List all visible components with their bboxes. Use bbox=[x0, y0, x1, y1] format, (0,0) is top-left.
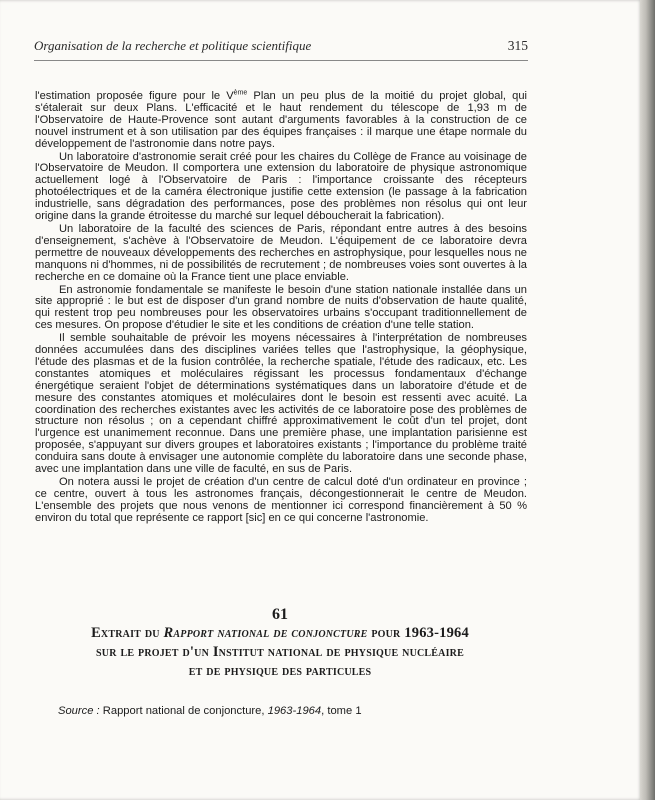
paragraph: En astronomie fondamentale se manifeste le besoin d'une station nationale installée dans un site approprié : le but est de disposer d'un grand nombre de nuits d'observation de haute qualité, qui restent trop peu nombreuses pour les observatoires urbains s'occupant traditionnellement de ces mesures. On propose d'étudier le site et les conditions de création d'une telle station. bbox=[35, 283, 527, 332]
paragraph: Un laboratoire d'astronomie serait créé pour les chaires du Collège de France au voisinage de l'Observatoire de Meudon. Il comportera une extension du laboratoire de physique astronomique actuellement logé à l'Observatoire de Paris : l'importance croissante des récepteurs photoélectriques et de la caméra électronique justifie cette extension (le passage à la fabrication industrielle, sans dégradation des performances, pose des problèmes non résolus qui ont leur origine dans la grande étroitesse du marché sur lequel déboucherait la fabrication). bbox=[35, 150, 527, 223]
paragraph: Un laboratoire de la faculté des sciences de Paris, répondant entre autres à des besoins d'enseignement, s'achève à l'Observatoire de Meudon. L'équipement de ce laboratoire devra permettre de nouveaux développements des recherches en astrophysique, pour lesquelles nous ne manquons ni d'hommes, ni de possibilités de recrutement ; de nombreuses voies sont ouvertes à la recherche en ce domaine où la France tient une place enviable. bbox=[35, 222, 527, 283]
document-title-line-3: et de physique des particules bbox=[188, 663, 372, 679]
source-citation: Source : Rapport national de conjoncture, 1963-1964, tome 1 bbox=[58, 705, 362, 717]
header-divider bbox=[34, 60, 528, 61]
paragraph: On notera aussi le projet de création d'un centre de calcul doté d'un ordinateur en province ; ce centre, ouvert à tous les astronomes français, décongestionnerait le centre de Meudon. L'ensemble des projets que nous venons de mentionner ici correspond financièrement à 50 % environ du total que représente ce rapport [sic] en ce qui concerne l'astronomie. bbox=[35, 476, 527, 524]
document-number: 61 bbox=[272, 606, 288, 623]
page-number: 315 bbox=[507, 38, 528, 53]
superscript: ème bbox=[233, 89, 248, 97]
document-title-line-2: sur le projet d'un Institut national de physique nucléaire bbox=[96, 644, 464, 660]
running-header-title: Organisation de la recherche et politique scientifique bbox=[34, 38, 312, 53]
running-header bbox=[34, 38, 528, 56]
paragraph: l'estimation proposée figure pour le Vème Plan un peu plus de la moitié du projet global, qui s'étalerait sur deux Plans. L'efficacité et le haut rendement du télescope de 1,93 m de l'Observatoire de Haute-Provence sont autant d'arguments favorables à la construction de ce nouvel instrument et à son utilisation par des équipes françaises : il marque une étape normale du développement de l'astronomie dans notre pays. bbox=[35, 89, 527, 150]
document-title bbox=[30, 624, 530, 681]
document-title-line-1: Extrait du Rapport national de conjoncture pour 1963-1964 bbox=[91, 625, 469, 641]
scan-edge bbox=[640, 0, 655, 800]
paragraph: Il semble souhaitable de prévoir les moyens nécessaires à l'interprétation de nombreuses données accumulées dans des disciplines variées telles que l'astrophysique, la géophysique, l'étude des plasmas et de la fusion contrôlée, la recherche spatiale, l'étude des radicaux, etc. Les constantes atomiques et moléculaires régissant les processus fondamentaux d'échange énergétique seraient l'objet de déterminations systématiques dans un laboratoire d'étude et de mesure des constantes atomiques et moléculaires dont le besoin est ressenti avec acuité. La coordination des recherches existantes avec les activités de ce laboratoire pose des problèmes de structure non résolus ; on a cependant chiffré approximativement le coût d'un tel projet, dont l'urgence est unanimement reconnue. Dans une première phase, une implantation parisienne est proposée, s'appuyant sur divers groupes et laboratoires existants ; l'importance du problème traité conduira sans doute à envisager une autonomie complète du laboratoire dans une seconde phase, avec une implantation dans une ville de faculté, en sus de Paris. bbox=[35, 332, 527, 476]
body-text bbox=[35, 91, 527, 526]
